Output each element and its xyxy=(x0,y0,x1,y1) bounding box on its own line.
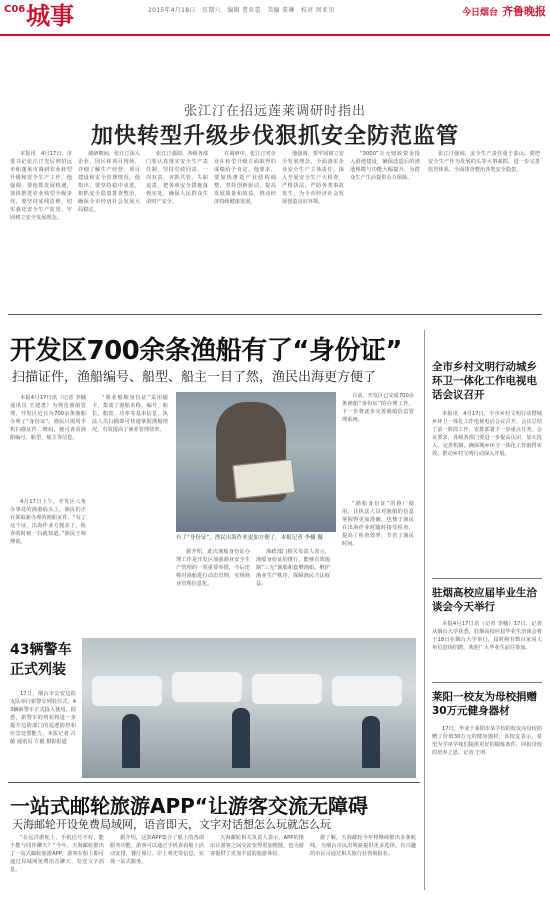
divider xyxy=(8,314,542,315)
article4-col2: 据介绍，这款APP集合了船上的各项服务功能，游客可以通过手机查看船上活动安排、餐厅预订、岸上观光等信息，实现一站式服务。 xyxy=(110,835,204,865)
article1-col4: 在调研中，张江汀对企业在转型升级方面取得的成绩给予肯定。他要求，要加快推进产业结构调整，坚持创新驱动，提高发展质量和效益，推动经济持续健康发展。 xyxy=(214,151,276,205)
paper-name-large: 齐鲁晚报 xyxy=(502,5,546,18)
article4-subhead: 天海邮轮开设免费局域网，语音即天，文字对话想怎么玩就怎么玩 xyxy=(12,818,331,831)
section-title: 城事 xyxy=(26,1,74,30)
article2-photo-caption: 有了“身份证”，渔民出海作业更加方便了。本报记者 李楠 摄 xyxy=(176,535,323,541)
issue-info: 2015年4月18日 星期六 编辑 曹亚蕾 美编 董琳 校对 周亚男 xyxy=(148,7,335,14)
officer-figure xyxy=(122,714,140,768)
article1-kicker: 张江汀在招远莲莱调研时指出 xyxy=(183,104,366,119)
sidebar-title3: 莱阳一校友为母校捐赠30万元健身器材 xyxy=(432,691,537,717)
paper-name-small: 今日烟台 xyxy=(461,8,498,18)
article2-col7: 目前，开发区已完成700余条渔船“身份证”的办理工作，下一步将逐步完善渔船信息管理系统。 xyxy=(342,393,414,423)
article1-col1: 本报讯 4月17日，市委书记张江汀先后到招远市和蓬莱市调研农业转型升级和安全生产工作。他强调，要抢抓发展机遇，加快推进农业转型升级步伐，要坚持底线思维，切实强化安全生产监管，牢固树立安全发展理念。 xyxy=(10,151,72,221)
article3-headline: 43辆警车正式列装 xyxy=(10,642,72,678)
article4-col1: “在远洋游轮上，手机信号不好，能不能与同伴聊天？”今年，天海邮轮推出了一站式邮轮旅游APP，游客在船上即可通过局域网免费语音聊天、发送文字消息。 xyxy=(10,835,104,873)
newspaper-logo xyxy=(462,3,546,19)
article3-text: 17日，烟台市公安边防支队举行新警车列装仪式，43辆新警车正式投入使用。据悉，新警车的列装将进一步提升边防部门的巡逻防控和应急处置能力。本报记者 吕敏 通讯员 方毅 摄影报道 xyxy=(10,691,76,745)
police-car xyxy=(332,676,402,706)
article1-col5: 他强调，要牢固树立安全发展理念，全面落实企业安全生产主体责任，深入开展安全生产大检查，严格执法，严防各类事故发生，为全市经济社会发展创造良好环境。 xyxy=(282,151,344,205)
sidebar-title1: 全市乡村文明行动城乡环卫一体化工作电视电话会议召开 xyxy=(432,361,537,401)
article4-col3: 天海邮轮相关负责人表示，APP的推出让游客之间交流变得更加便捷，也为游客提供了更加丰富的旅游体验。 xyxy=(210,835,304,857)
article1-col6: “3000”万元财政资金投入港池建设，确保改造后的港池规模与功能大幅提升，为群众生产生活提供有力保障。 xyxy=(350,151,420,181)
sidebar-divider-2 xyxy=(432,682,542,683)
article2-col6: “渔船身份证”的推广使用，让执法人员对渔船的信息掌握得更加准确，也便于渔民在出海作业时随时接受检查，提高了检查效率，节省了渔民时间。 xyxy=(342,501,414,547)
article1-col3: 张江汀强调，各级各部门要认真落实安全生产责任制，坚持党政同责、一岗双责、齐抓共管、失职追责，把各项安全措施落到实处，确保人民群众生命财产安全。 xyxy=(146,151,208,205)
divider xyxy=(8,782,420,783)
article2-col3: “渔业船舶身份证”采用磁卡，集成了渔船名称、编号、船长、船宽、功率等基本信息，执法人员扫描即可快速掌握渔船情况，有效提高了渔业管理效率。 xyxy=(92,395,168,433)
police-car xyxy=(172,672,242,702)
id-card xyxy=(232,459,295,499)
police-car xyxy=(92,676,162,706)
article1-col7: 张江汀强调，安全生产责任重于泰山。要把安全生产作为发展的头等大事来抓，进一步完善监管体系，全面排查整治各类安全隐患。 xyxy=(428,151,540,173)
article1-headline: 加快转型升级步伐狠抓安全防范监管 xyxy=(90,123,459,149)
masthead xyxy=(0,0,550,36)
article2-col2: 4月17日上午，开发区八角办事处的渔港码头上，渔民们正在领取新办理的渔船证件。“有了这个证，出海作业方便多了，检查的时候一扫就知道。”渔民王师傅说。 xyxy=(10,499,86,545)
page-number: C06 xyxy=(4,4,26,15)
officer-figure xyxy=(232,708,250,768)
sidebar-title2: 驻烟高校应届毕业生洽谈会今天举行 xyxy=(432,587,537,613)
officer-figure xyxy=(362,716,380,768)
police-car xyxy=(252,674,322,704)
article1-col2: 调研期间，张江汀深入企业、园区和项目现场，详细了解生产经营、项目建设和安全管理情况。他指出，要坚持稳中求进，狠抓安全隐患排查整治，确保全市经济社会发展大局稳定。 xyxy=(78,151,140,213)
article2-headline: 开发区700余条渔船有了“身份证” xyxy=(10,336,402,366)
article4-headline: 一站式邮轮旅游APP“让游客交流无障碍 xyxy=(10,794,368,818)
article2-subhead: 扫描证件，渔船编号、船型、船主一目了然，渔民出海更方便了 xyxy=(12,370,377,385)
fisherman-photo xyxy=(176,392,336,532)
police-cars-photo xyxy=(82,638,416,778)
article2-col5: 渔政部门相关负责人表示，渔船身份证的推行，能够有效遏制“三无”渔船和套牌渔船，维护渔业生产秩序，保障渔民合法权益。 xyxy=(256,549,330,587)
article2-col1: 本报4月17日讯（记者 李楠 通讯员 王建勇）为规范渔船管理，开发区近日为700余条渔船办理了“身份证”。渔民只需用手机扫描证件二维码，便可查看渔船编号、船型、船主等信息。 xyxy=(10,395,86,441)
article2-col4: 据介绍，此次渔船身份证办理工作是开发区加强渔业安全生产管理的一项重要举措，今后还将对渔船进行动态管理，实现渔业管理信息化。 xyxy=(176,549,250,587)
sidebar-divider xyxy=(424,330,425,890)
article4-col4: 据了解，天海邮轮今年将继续推出多条航线，为烟台市民出境游提供更多选择。有兴趣的市民可通过相关旅行社咨询报名。 xyxy=(310,835,416,857)
sidebar-text2: 本报4月17日讯（记者 李楠）17日，记者从烟台大学获悉，驻烟高校应届毕业生洽谈会将于18日在烟台大学举行，届时将有数百家用人单位进场招聘，欢迎广大毕业生前往参加。 xyxy=(432,621,542,651)
sidebar-text3: 17日，毕业于莱阳市某学校的校友向母校捐赠了价值30万元的健身器材。该校友表示，希望为学弟学妹们提供更好的锻炼条件，回报母校的培养之恩。记者 王明 xyxy=(432,726,542,756)
sidebar-text1: 本报讯 4月17日，全市乡村文明行动暨城乡环卫一体化工作电视电话会议召开。会议总结了前一阶段工作，安排部署下一步重点任务。会议要求，各级各部门要进一步提高认识，加大投入，完善机制，确保城乡环卫一体化工作取得实效，推动乡村文明行动深入开展。 xyxy=(432,411,542,457)
sidebar-divider-1 xyxy=(432,578,542,579)
